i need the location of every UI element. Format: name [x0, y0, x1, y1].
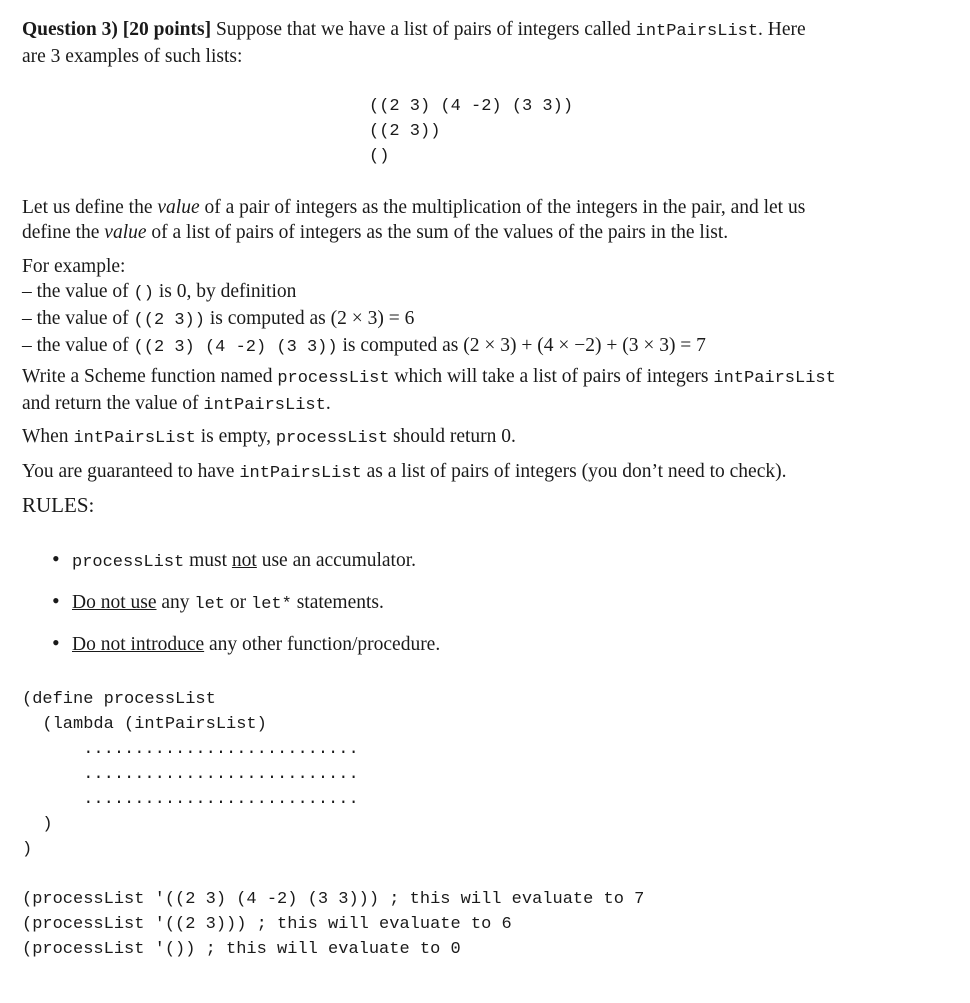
- intro-text-2: are 3 examples of such lists:: [22, 46, 243, 67]
- example-calls: [22, 887, 644, 962]
- for-example-heading: For example:: [22, 256, 126, 277]
- bullet-icon: •: [52, 630, 60, 655]
- intro-var: intPairsList: [635, 22, 759, 41]
- code-line-blank: ...........................: [22, 740, 359, 759]
- rules-heading: RULES:: [22, 493, 95, 517]
- example-item: – the value of ((2 3)) is computed as (2 × 3) = 6: [22, 308, 415, 330]
- example-list: (): [369, 147, 390, 166]
- code-line: (processList '()) ; this will evaluate to 0: [22, 940, 461, 959]
- bullet-icon: •: [52, 588, 60, 613]
- question-points: [20 points]: [122, 19, 212, 40]
- code-line: ): [22, 840, 33, 859]
- code-line: (processList '((2 3))) ; this will evaluate to 6: [22, 915, 512, 934]
- code-line-blank: ...........................: [22, 790, 359, 809]
- value-definition: Let us define the value of a pair of integers as the multiplication of the integers in the pair, and let us define the value of a list of pairs of integers as the sum of the values of the pairs in the list.: [22, 197, 806, 243]
- rule-item: • processList must not use an accumulator.: [52, 546, 417, 572]
- code-line: (lambda (intPairsList): [22, 715, 267, 734]
- code-line: ): [22, 815, 53, 834]
- example-item: – the value of () is 0, by definition: [22, 281, 297, 303]
- question-label: Question 3): [22, 19, 118, 40]
- code-line-blank: ...........................: [22, 765, 359, 784]
- code-line: (define processList: [22, 690, 216, 709]
- guarantee-note: You are guaranteed to have intPairsList as a list of pairs of integers (you don’t need to check).: [22, 461, 787, 483]
- rule-item: • Do not introduce any other function/procedure.: [52, 630, 441, 655]
- code-line: (processList '((2 3) (4 -2) (3 3))) ; this will evaluate to 7: [22, 890, 645, 909]
- example-item: – the value of ((2 3) (4 -2) (3 3)) is computed as (2 × 3) + (4 × −2) + (3 × 3) = 7: [22, 335, 706, 357]
- rule-item: • Do not use any let or let* statements.: [52, 588, 384, 614]
- bullet-icon: •: [52, 546, 60, 571]
- example-lists: [369, 94, 573, 169]
- intro-text: Suppose that we have a list of pairs of integers called: [215, 19, 631, 40]
- empty-case: When intPairsList is empty, processList should return 0.: [22, 426, 516, 448]
- example-list: ((2 3)): [369, 122, 441, 141]
- example-list: ((2 3) (4 -2) (3 3)): [369, 97, 574, 116]
- code-template: [22, 687, 359, 862]
- for-example-block: [22, 254, 706, 360]
- question-header: Question 3) [20 points] Suppose that we have a list of pairs of integers called intPairsList. Here are 3 examples of such lists:: [22, 19, 806, 67]
- task-description: Write a Scheme function named processList which will take a list of pairs of integers intPairsList and return the value of intPairsList.: [22, 366, 836, 415]
